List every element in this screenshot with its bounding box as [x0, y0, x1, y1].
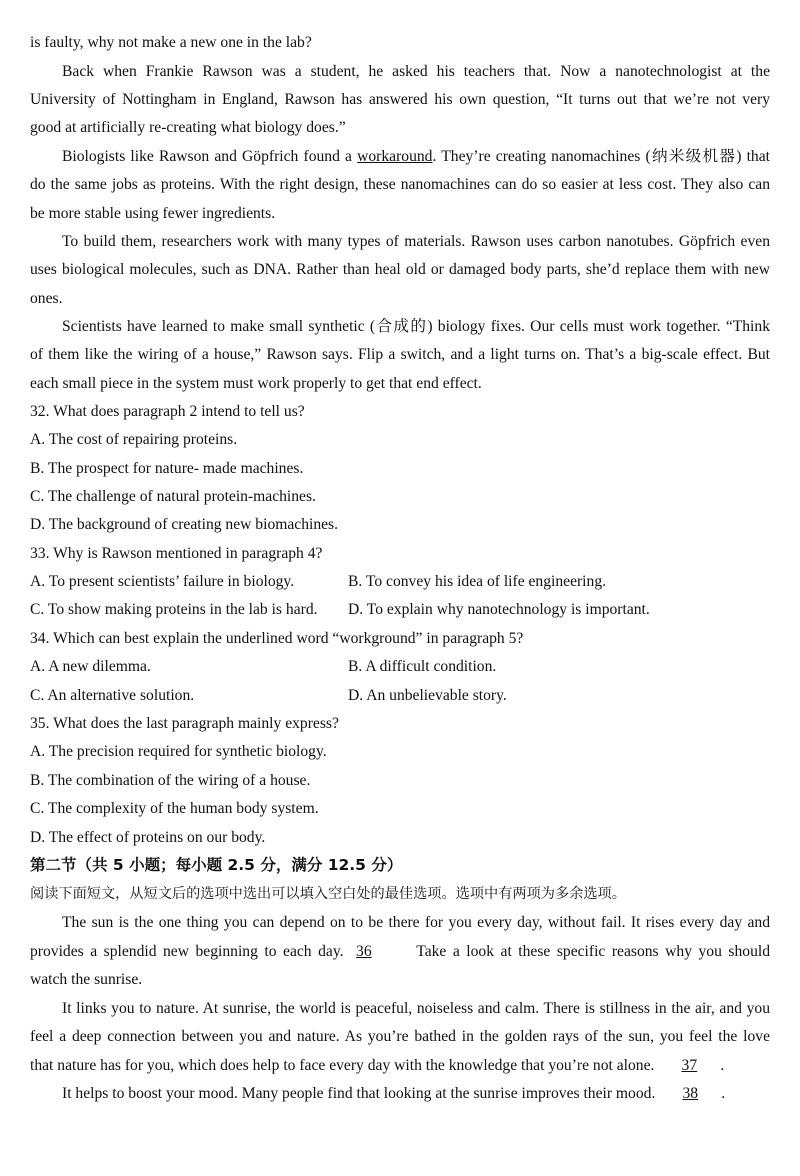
cloze-paragraph-1-line: watch the sunrise. [30, 971, 143, 988]
question-33-options-row [30, 572, 770, 592]
question-32-option-c: C. The challenge of natural protein-machines. [30, 488, 316, 505]
question-32-option-a: A. The cost of repairing proteins. [30, 431, 238, 448]
question-34-stem: 34. Which can best explain the underlined word “workground” in paragraph 5? [30, 630, 524, 647]
blank-37: 37 [681, 1057, 698, 1074]
cloze-paragraph-1-line [30, 942, 770, 962]
passage-paragraph-3-line: do the same jobs as proteins. With the right design, these nanomachines can do so easier at less cost. They also can [30, 176, 770, 193]
passage-paragraph-3-line [62, 147, 770, 167]
cloze-paragraph-2-line: feel a deep connection between you and nature. As you’re bathed in the golden rays of the sun, you feel the love [30, 1028, 770, 1045]
cloze-paragraph-2-line: It links you to nature. At sunrise, the world is peaceful, noiseless and calm. There is stillness in the air, and you [62, 1000, 770, 1017]
question-35-option-b: B. The combination of the wiring of a house. [30, 772, 311, 789]
text-run: provides a splendid new beginning to each day. [30, 943, 351, 960]
question-34-option-a: A. A new dilemma. [30, 658, 151, 675]
cloze-paragraph-3-line [62, 1084, 770, 1104]
blank-36: 36 [356, 943, 372, 960]
section-heading: 第二节（共 5 小题；每小题 2.5 分，满分 12.5 分） [30, 856, 403, 874]
passage-paragraph-4-line: To build them, researchers work with many types of materials. Rawson uses carbon nanotubes. Göpfrich even [62, 233, 770, 250]
text-run: . [721, 1085, 726, 1102]
passage-paragraph-2-line: good at artificially re-creating what biology does.” [30, 119, 346, 136]
question-33-option-c: C. To show making proteins in the lab is hard. [30, 601, 318, 618]
passage-paragraph-4-line: uses biological molecules, such as DNA. Rather than heal old or damaged body parts, she’d replace them with new [30, 261, 770, 278]
passage-paragraph-5-line: of them like the wiring of a house,” Rawson says. Flip a switch, and a light turns on. That’s a big-scale effect. But [30, 346, 770, 363]
question-33-options-row [30, 600, 770, 620]
question-34-option-d: D. An unbelievable story. [348, 687, 507, 704]
question-35-option-a: A. The precision required for synthetic biology. [30, 743, 327, 760]
question-33-option-d: D. To explain why nanotechnology is important. [348, 601, 650, 618]
question-33-option-a: A. To present scientists’ failure in biology. [30, 573, 295, 590]
question-32-stem: 32. What does paragraph 2 intend to tell us? [30, 403, 305, 420]
question-33-stem: 33. Why is Rawson mentioned in paragraph 4? [30, 545, 323, 562]
passage-paragraph-4-line: ones. [30, 290, 63, 307]
underlined-word: workaround [357, 148, 433, 165]
passage-paragraph-3-line: be more stable using fewer ingredients. [30, 205, 276, 222]
section-instruction: 阅读下面短文，从短文后的选项中选出可以填入空白处的最佳选项。选项中有两项为多余选项。 [30, 886, 626, 902]
question-34-options-row [30, 657, 770, 677]
question-33-option-b: B. To convey his idea of life engineering. [348, 573, 607, 590]
text-run: Take a look at these specific reasons why you should [410, 943, 770, 960]
text-run: . [720, 1057, 725, 1074]
text-run: that nature has for you, which does help to face every day with the knowledge that you’re not alone. [30, 1057, 659, 1074]
question-35-option-d: D. The effect of proteins on our body. [30, 829, 266, 846]
question-35-stem: 35. What does the last paragraph mainly express? [30, 715, 339, 732]
passage-line: is faulty, why not make a new one in the lab? [30, 34, 312, 51]
question-34-option-c: C. An alternative solution. [30, 687, 195, 704]
text-run: Biologists like Rawson and Göpfrich found a [62, 148, 358, 165]
question-32-option-b: B. The prospect for nature- made machines. [30, 460, 304, 477]
text-run: It helps to boost your mood. Many people find that looking at the sunrise improves their mood. [62, 1085, 660, 1102]
question-32-option-d: D. The background of creating new biomachines. [30, 516, 339, 533]
blank-38: 38 [682, 1085, 699, 1102]
passage-paragraph-2-line: University of Nottingham in England, Rawson has answered his own question, “It turns out that we’re not very [30, 91, 770, 108]
question-34-option-b: B. A difficult condition. [348, 658, 497, 675]
cloze-paragraph-2-line [30, 1056, 770, 1076]
passage-paragraph-5-line: each small piece in the system must work properly to get that end effect. [30, 375, 482, 392]
text-run: . They’re creating nanomachines (纳米级机器) that [432, 148, 770, 165]
question-34-options-row [30, 686, 770, 706]
passage-paragraph-2-line: Back when Frankie Rawson was a student, he asked his teachers that. Now a nanotechnologist at the [62, 63, 770, 80]
question-35-option-c: C. The complexity of the human body system. [30, 800, 319, 817]
passage-paragraph-5-line: Scientists have learned to make small synthetic (合成的) biology fixes. Our cells must work together. “Think [62, 318, 770, 335]
cloze-paragraph-1-line: The sun is the one thing you can depend on to be there for you every day, without fail. It rises every day and [62, 914, 770, 931]
